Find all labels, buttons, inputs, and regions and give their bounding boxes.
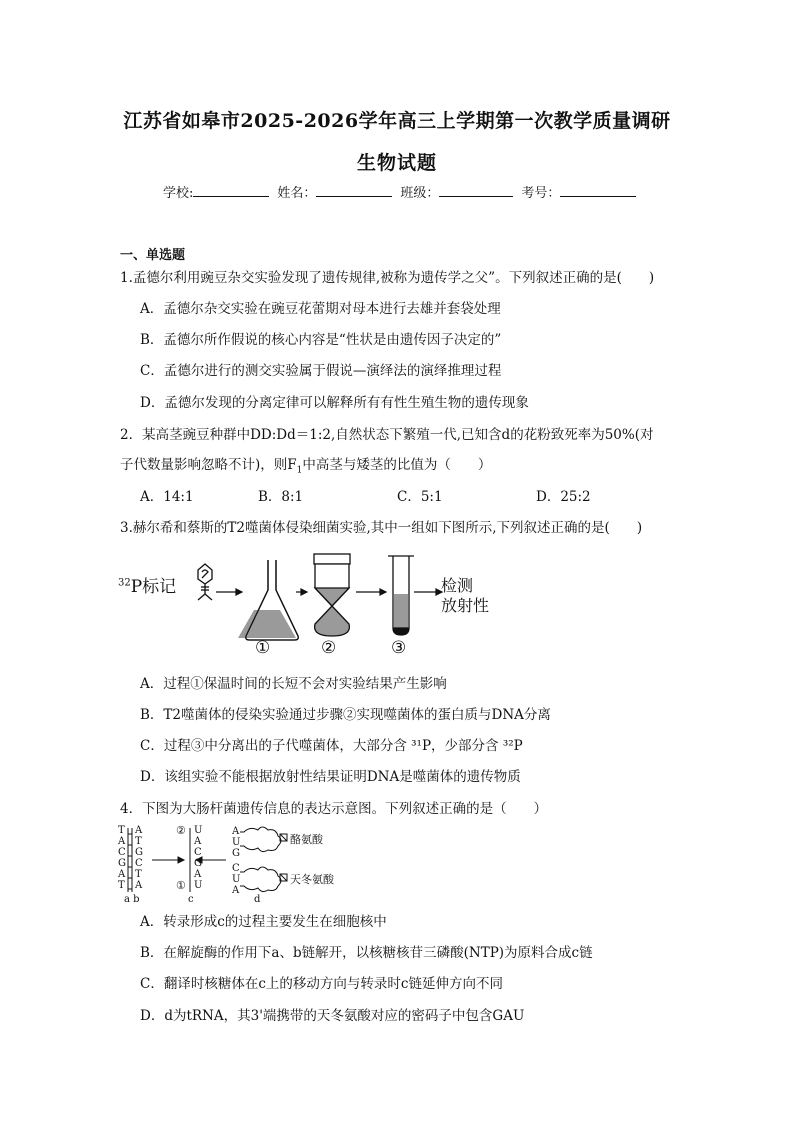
question-4-option-c: C．翻译时核糖体在c上的移动方向与转录时c链延伸方向不同 [140,976,503,992]
step-label-3: ③ [391,638,407,658]
strand-c: U A C G A U [194,825,203,891]
gene-expression-drawing [118,822,368,908]
amino-acid-aspartate: 天冬氨酸 [290,873,334,886]
class-blank[interactable] [439,182,513,197]
student-info-line [163,182,636,201]
question-2-stem-line2-tail: 中高茎与矮茎的比值为（ ） [302,457,492,473]
test-tube-icon [388,556,414,635]
question-3-option-b: B．T2噬菌体的侵染实验通过步骤②实现噬菌体的蛋白质与DNA分离 [140,707,551,723]
question-3-stem: 3.赫尔希和蔡斯的T2噬菌体侵染细菌实验,其中一组如下图所示,下列叙述正确的是( ) [120,520,643,536]
end-marker-2: ② [176,824,186,837]
arrow-1 [216,589,242,595]
exam-number-label: 考号： [521,186,561,201]
question-4-stem: 4．下图为大肠杆菌遗传信息的表达示意图。下列叙述正确的是（ ） [120,801,548,817]
school-blank[interactable] [193,182,269,197]
question-1-option-d: D．孟德尔发现的分离定律可以解释所有有性生殖生物的遗传现象 [140,395,529,411]
label-32p-text: P标记 [130,577,177,597]
question-3-option-a: A．过程①保温时间的长短不会对实验结果产生影响 [140,676,447,692]
document-title: 江苏省如皋市2025-2026学年高三上学期第一次教学质量调研 [123,110,671,132]
question-4-option-b: B．在解旋酶的作用下a、b链解开，以核糖核苷三磷酸(NTP)为原料合成c链 [140,945,593,961]
question-1-stem: 1.孟德尔利用豌豆杂交实验发现了遗传规律,被称为遗传学之父”。下列叙述正确的是( ) [120,270,655,286]
strand-a: T A C G A T [118,825,126,891]
question-2-stem-line2-text: 子代数量影响忽略不计)，则F [120,457,297,473]
question-2-stem-line1: 2．某高茎豌豆种群中DD:Dd＝1:2,自然状态下繁殖一代,已知含d的花粉致死率为50%(对 [120,427,654,443]
question-2-option-a: A．14:1 [140,489,194,505]
label-d: d [254,894,261,905]
class-label: 班级： [400,186,440,201]
question-4-option-d: D．d为tRNA，其3'端携带的天冬氨酸对应的密码子中包含GAU [140,1008,525,1024]
label-c: c [188,894,194,905]
name-blank[interactable] [316,182,392,197]
blender-icon [314,554,350,636]
question-2-option-b: B．8:1 [258,489,304,505]
document-subtitle: 生物试题 [356,152,437,174]
result-line-1: 检测 [441,576,474,595]
question-1-option-c: C．孟德尔进行的测交实验属于假说—演绎法的演绎推理过程 [140,363,502,379]
phage-experiment-figure [118,550,538,665]
school-label: 学校: [163,186,194,201]
phage-icon [198,564,212,600]
gene-expression-figure [118,822,368,908]
exam-number-blank[interactable] [560,182,636,197]
question-2-option-d: D．25:2 [536,489,591,505]
result-line-2: 放射性 [441,596,490,615]
trna-top-anticodon: A U G [232,826,241,859]
result-label [441,576,489,616]
strand-b: A T G C T A [135,825,143,891]
trna-bottom-anticodon: C U A [232,863,241,896]
question-3-option-c: C．过程③中分离出的子代噬菌体，大部分含 ³¹P，少部分含 ³²P [140,738,523,754]
arrow-4 [414,589,442,595]
question-1-option-a: A．孟德尔杂交实验在豌豆花蕾期对母本进行去雄并套袋处理 [140,301,501,317]
flask-icon [238,560,298,640]
arrow-2 [296,589,307,595]
step-label-1: ① [255,638,271,658]
section-title: 一、单选题 [120,248,186,263]
label-ab: a b [124,894,140,905]
question-2-subscript: 1 [296,465,303,476]
step-label-2: ② [321,638,337,658]
question-2-option-c: C．5:1 [397,489,443,505]
label-32p-sup: 32 [118,577,131,589]
name-label: 姓名： [277,186,317,201]
question-1-option-b: B．孟德尔所作假说的核心内容是“性状是由遗传因子决定的” [140,332,502,348]
arrow-3 [356,589,386,595]
question-2-stem-line2 [120,455,491,481]
end-marker-1: ① [176,879,186,892]
amino-acid-tyrosine: 酪氨酸 [290,833,323,846]
question-3-option-d: D．该组实验不能根据放射性结果证明DNA是噬菌体的遗传物质 [140,769,521,785]
question-4-option-a: A．转录形成c的过程主要发生在细胞核中 [140,914,387,930]
